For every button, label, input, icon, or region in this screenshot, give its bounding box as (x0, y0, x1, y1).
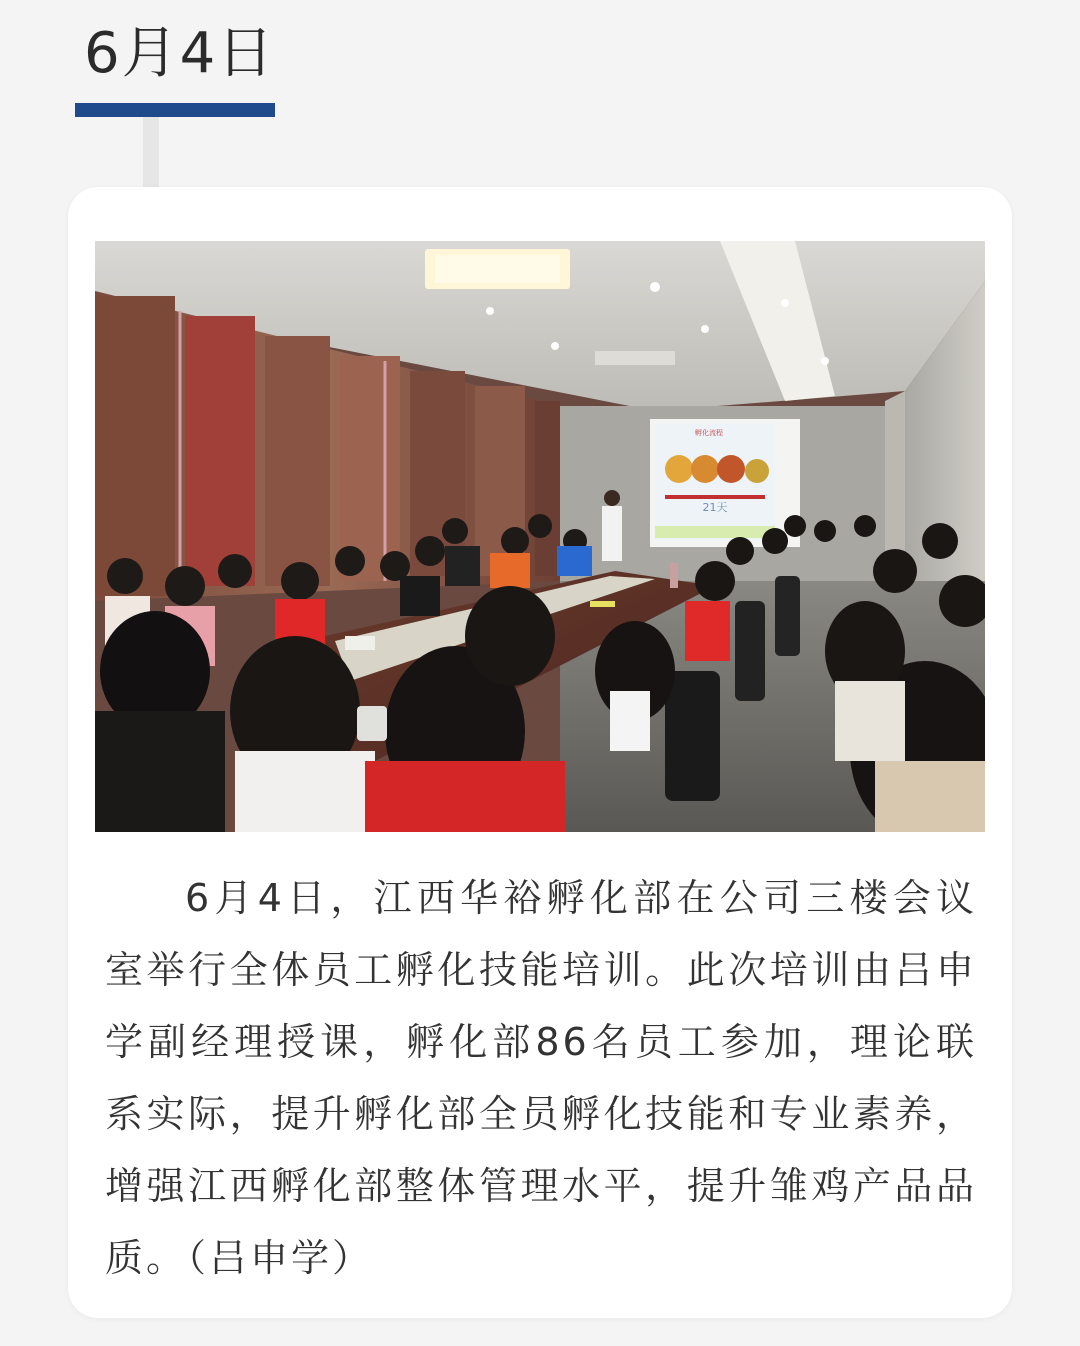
training-photo (95, 241, 985, 832)
article-paragraph: 6月4日，江西华裕孵化部在公司三楼会议室举行全体员工孵化技能培训。此次培训由吕申学副经理授课，孵化部86名员工参加，理论联系实际，提升孵化部全员孵化技能和专业素养，增强江西孵化部整体管理水平，提升雏鸡产品品质。（吕申学） (105, 876, 977, 1280)
date-underline (75, 103, 275, 117)
article-card (68, 187, 1012, 1318)
slide-label: 21天 (702, 501, 728, 514)
date-heading: 6月4日 (84, 21, 276, 86)
slide-header: 孵化流程 (695, 429, 723, 437)
timeline-connector (143, 117, 159, 192)
